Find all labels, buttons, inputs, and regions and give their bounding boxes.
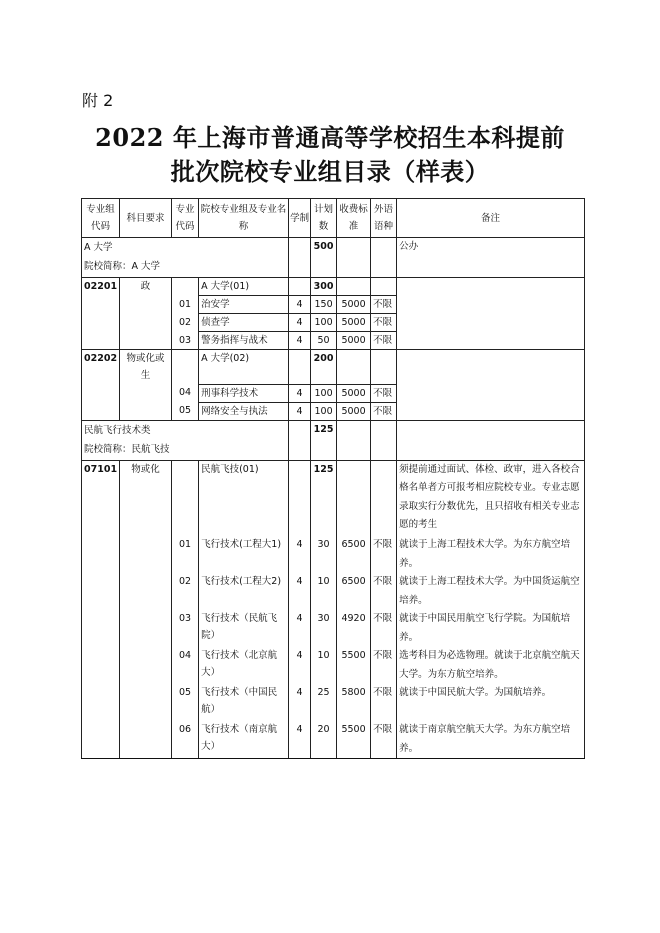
major-row (82, 721, 585, 759)
school-name: A 大学 (84, 242, 113, 253)
major-plan: 30 (311, 536, 337, 573)
major-notes: 就读于中国民航大学。为国航培养。 (397, 684, 585, 721)
group-plan: 200 (311, 350, 337, 385)
major-code: 04 (172, 384, 199, 402)
major-language: 不限 (371, 536, 397, 573)
major-fee: 5000 (337, 332, 371, 350)
major-language: 不限 (371, 314, 397, 332)
major-language: 不限 (371, 721, 397, 759)
major-duration: 4 (289, 573, 311, 610)
admission-catalog-table (81, 198, 585, 759)
annex-label: 附 2 (82, 91, 114, 110)
major-duration: 4 (289, 610, 311, 647)
group-row (82, 460, 585, 536)
major-language: 不限 (371, 573, 397, 610)
major-name: 侦查学 (199, 314, 289, 332)
major-duration: 4 (289, 402, 311, 420)
major-fee: 5500 (337, 721, 371, 759)
major-fee: 5000 (337, 314, 371, 332)
group-plan: 300 (311, 278, 337, 296)
major-row (82, 332, 585, 350)
major-code: 04 (172, 647, 199, 684)
header-notes: 备注 (397, 199, 585, 238)
school-row (82, 420, 585, 460)
major-name: 飞行技术（中国民航） (199, 684, 289, 721)
group-subject: 物或化或生 (120, 350, 172, 385)
major-name: 飞行技术（民航飞院） (199, 610, 289, 647)
group-name: 民航飞技(01) (199, 460, 289, 536)
major-fee: 4920 (337, 610, 371, 647)
header-group-code: 专业组代码 (82, 199, 120, 238)
major-fee: 5000 (337, 296, 371, 314)
major-language: 不限 (371, 332, 397, 350)
major-row (82, 384, 585, 402)
major-language: 不限 (371, 402, 397, 420)
header-plan: 计划数 (311, 199, 337, 238)
major-code: 01 (172, 536, 199, 573)
school-notes: 公办 (397, 238, 585, 278)
major-row (82, 402, 585, 420)
major-duration: 4 (289, 684, 311, 721)
major-plan: 50 (311, 332, 337, 350)
major-code: 03 (172, 332, 199, 350)
major-row (82, 610, 585, 647)
major-language: 不限 (371, 647, 397, 684)
major-name: 刑事科学技术 (199, 384, 289, 402)
major-notes: 就读于上海工程技术大学。为中国货运航空培养。 (397, 573, 585, 610)
school-plan: 125 (311, 420, 337, 460)
group-code: 02202 (82, 350, 120, 385)
major-name: 飞行技术(工程大1) (199, 536, 289, 573)
major-notes: 就读于上海工程技术大学。为东方航空培养。 (397, 536, 585, 573)
major-notes: 就读于南京航空航天大学。为东方航空培养。 (397, 721, 585, 759)
major-notes: 选考科目为必选物理。就读于北京航空航天大学。为东方航空培养。 (397, 647, 585, 684)
header-language: 外语语种 (371, 199, 397, 238)
group-code: 07101 (82, 460, 120, 536)
major-plan: 100 (311, 384, 337, 402)
major-fee: 5800 (337, 684, 371, 721)
major-row (82, 647, 585, 684)
major-language: 不限 (371, 610, 397, 647)
major-plan: 25 (311, 684, 337, 721)
header-group-major-name: 院校专业组及专业名称 (199, 199, 289, 238)
group-code: 02201 (82, 278, 120, 296)
header-fee: 收费标准 (337, 199, 371, 238)
school-short-name: 院校简称：A 大学 (84, 261, 161, 272)
major-duration: 4 (289, 647, 311, 684)
major-duration: 4 (289, 314, 311, 332)
header-major-code: 专业代码 (172, 199, 199, 238)
major-name: 飞行技术（南京航大） (199, 721, 289, 759)
major-name: 治安学 (199, 296, 289, 314)
major-code: 01 (172, 296, 199, 314)
group-row (82, 278, 585, 296)
group-subject: 物或化 (120, 460, 172, 536)
major-code: 06 (172, 721, 199, 759)
document-title-line-1: 2022 年上海市普通高等学校招生本科提前 (95, 123, 565, 152)
major-fee: 5500 (337, 647, 371, 684)
school-short-name: 院校简称：民航飞技 (84, 443, 170, 455)
major-row (82, 684, 585, 721)
school-plan: 500 (311, 238, 337, 278)
major-row (82, 536, 585, 573)
major-plan: 100 (311, 314, 337, 332)
major-name: 警务指挥与战术 (199, 332, 289, 350)
group-plan: 125 (311, 460, 337, 536)
major-name: 飞行技术(工程大2) (199, 573, 289, 610)
major-code: 05 (172, 402, 199, 420)
major-fee: 5000 (337, 384, 371, 402)
school-row (82, 238, 585, 278)
header-row (82, 199, 585, 238)
document-title-line-2: 批次院校专业组目录（样表） (170, 157, 490, 186)
school-name: 民航飞行技术类 (84, 424, 151, 436)
major-plan: 10 (311, 573, 337, 610)
group-row (82, 350, 585, 385)
major-plan: 30 (311, 610, 337, 647)
group-subject: 政 (120, 278, 172, 296)
major-row (82, 296, 585, 314)
major-code: 02 (172, 573, 199, 610)
major-duration: 4 (289, 536, 311, 573)
major-code: 05 (172, 684, 199, 721)
major-language: 不限 (371, 684, 397, 721)
header-subject-req: 科目要求 (120, 199, 172, 238)
major-duration: 4 (289, 296, 311, 314)
major-plan: 150 (311, 296, 337, 314)
major-code: 02 (172, 314, 199, 332)
major-fee: 6500 (337, 536, 371, 573)
major-name: 飞行技术（北京航大） (199, 647, 289, 684)
major-name: 网络安全与执法 (199, 402, 289, 420)
group-name: A 大学(02) (199, 350, 289, 385)
major-duration: 4 (289, 332, 311, 350)
school-notes (397, 420, 585, 460)
major-duration: 4 (289, 721, 311, 759)
major-notes: 就读于中国民用航空飞行学院。为国航培养。 (397, 610, 585, 647)
group-notes: 须提前通过面试、体检、政审，进入各校合格名单者方可报考相应院校专业。专业志愿录取实行分数优先，且只招收有相关专业志愿的考生 (397, 460, 585, 536)
group-name: A 大学(01) (199, 278, 289, 296)
major-row (82, 314, 585, 332)
major-plan: 10 (311, 647, 337, 684)
major-plan: 20 (311, 721, 337, 759)
major-fee: 6500 (337, 573, 371, 610)
major-language: 不限 (371, 296, 397, 314)
major-plan: 100 (311, 402, 337, 420)
major-fee: 5000 (337, 402, 371, 420)
major-duration: 4 (289, 384, 311, 402)
header-duration: 学制 (289, 199, 311, 238)
major-row (82, 573, 585, 610)
major-code: 03 (172, 610, 199, 647)
major-language: 不限 (371, 384, 397, 402)
